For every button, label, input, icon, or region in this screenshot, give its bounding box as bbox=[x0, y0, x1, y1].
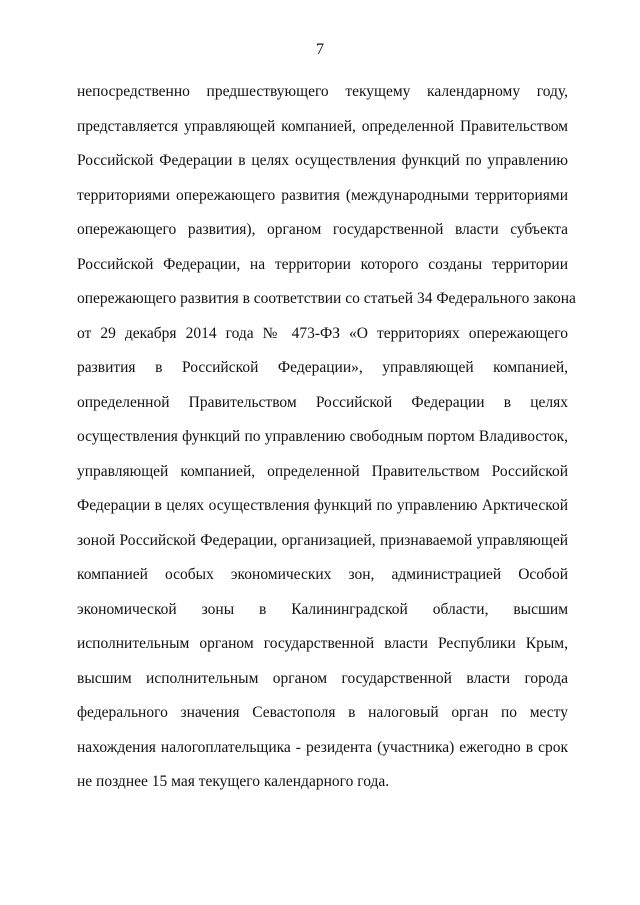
text-line: экономической зоны в Калининградской области, высшим bbox=[77, 600, 568, 618]
text-line: зоной Российской Федерации, организацией, признаваемой управляющей bbox=[77, 531, 568, 549]
text-line: опережающего развития), органом государственной власти субъекта bbox=[77, 221, 568, 238]
text-line: опережающего развития в соответствии со статьей 34 Федерального закона bbox=[77, 290, 576, 307]
body-paragraph bbox=[77, 82, 576, 807]
text-line: Федерации в целях осуществления функций по управлению Арктической bbox=[77, 497, 568, 514]
text-line: Российской Федерации в целях осуществления функций по управлению bbox=[77, 152, 568, 169]
text-line: непосредственно предшествующего текущему календарному году, bbox=[77, 83, 568, 100]
text-line: осуществления функций по управлению свободным портом Владивосток, bbox=[77, 428, 568, 445]
text-line: компанией особых экономических зон, администрацией Особой bbox=[77, 566, 568, 583]
page-number: 7 bbox=[316, 41, 324, 58]
text-line-last: не позднее 15 мая текущего календарного года. bbox=[77, 773, 390, 790]
text-line: представляется управляющей компанией, определенной Правительством bbox=[77, 117, 568, 135]
text-line: территориями опережающего развития (международными территориями bbox=[77, 186, 568, 204]
text-line: управляющей компанией, определенной Правительством Российской bbox=[77, 462, 568, 480]
text-line: исполнительным органом государственной власти Республики Крым, bbox=[77, 635, 568, 652]
text-line: от 29 декабря 2014 года № 473-ФЗ «О территориях опережающего bbox=[77, 324, 568, 342]
text-line: Российской Федерации, на территории которого созданы территории bbox=[77, 255, 568, 273]
text-line: определенной Правительством Российской Федерации в целях bbox=[77, 393, 568, 411]
text-line: развития в Российской Федерации», управляющей компанией, bbox=[77, 359, 568, 376]
text-line: федерального значения Севастополя в налоговый орган по месту bbox=[77, 704, 568, 721]
text-line: высшим исполнительным органом государственной власти города bbox=[77, 669, 568, 687]
text-line: нахождения налогоплательщика - резидента (участника) ежегодно в срок bbox=[77, 738, 568, 756]
